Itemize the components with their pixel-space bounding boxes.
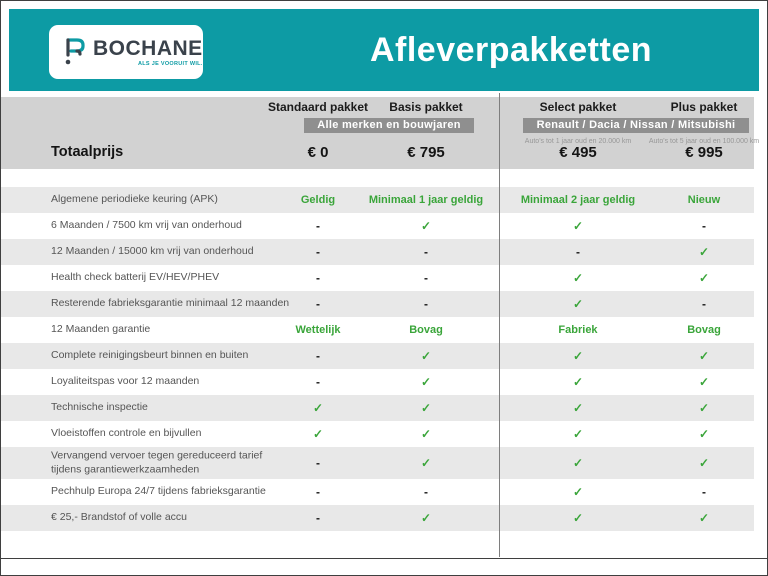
feature-label: 12 Maanden garantie [51,323,151,336]
page-title: Afleverpakketten [369,31,652,69]
feature-label: Resterende fabrieksgarantie minimaal 12 maanden [51,297,290,310]
dash-mark: - [576,245,580,259]
totaalprijs-label: Totaalprijs [51,144,124,160]
logo-name: BOCHANE [93,36,203,60]
dash-mark: - [702,297,706,311]
dash-mark: - [316,245,320,259]
feature-label: Pechhulp Europa 24/7 tijdens fabrieksgarantie [51,485,266,498]
banner-brands: Renault / Dacia / Nissan / Mitsubishi [523,118,749,133]
price-select: € 495 [559,144,597,161]
feature-label: Vloeistoffen controle en bijvullen [51,427,202,440]
dash-mark: - [316,375,320,389]
table-row [1,395,754,421]
check-icon: ✓ [698,427,710,441]
status-text: Bovag [409,324,443,336]
check-icon: ✓ [698,271,710,285]
check-icon: ✓ [572,485,584,499]
check-icon: ✓ [572,297,584,311]
table-row [1,505,754,531]
column-header-plus: Plus pakket [670,100,738,114]
check-icon: ✓ [698,511,710,525]
status-text: Bovag [687,324,721,336]
check-icon: ✓ [698,401,710,415]
table-row [1,479,754,505]
column-header-basis: Basis pakket [389,100,463,114]
check-icon: ✓ [420,427,432,441]
check-icon: ✓ [420,401,432,415]
table-row [1,317,754,343]
column-note-select: Auto's tot 1 jaar oud en 20.000 km [524,138,632,145]
dash-mark: - [316,456,320,470]
table-row [1,187,754,213]
dash-mark: - [316,219,320,233]
check-icon: ✓ [572,349,584,363]
check-icon: ✓ [420,349,432,363]
check-icon: ✓ [698,349,710,363]
dash-mark: - [424,271,428,285]
check-icon: ✓ [572,219,584,233]
check-icon: ✓ [572,456,584,470]
check-icon: ✓ [572,271,584,285]
check-icon: ✓ [698,245,710,259]
check-icon: ✓ [572,401,584,415]
feature-label: Algemene periodieke keuring (APK) [51,193,218,206]
feature-label: Vervangend vervoer tegen gereduceerd tarief tijdens garantiewerkzaamheden [51,449,263,475]
check-icon: ✓ [420,456,432,470]
feature-label: Loyaliteitspas voor 12 maanden [51,375,200,388]
feature-table [1,187,754,531]
column-header-standaard: Standaard pakket [267,100,369,114]
feature-label: Health check batterij EV/HEV/PHEV [51,271,220,284]
price-basis: € 795 [407,144,445,161]
check-icon: ✓ [698,456,710,470]
logo-text [93,38,203,67]
check-icon: ✓ [572,375,584,389]
check-icon: ✓ [420,375,432,389]
group-divider-line [499,93,500,557]
table-row [1,239,754,265]
bochane-logo-icon [59,33,87,71]
status-text: Fabriek [558,324,598,336]
feature-label: 12 Maanden / 15000 km vrij van onderhoud [51,245,254,258]
table-row [1,213,754,239]
dash-mark: - [424,485,428,499]
table-row [1,369,754,395]
check-icon: ✓ [420,219,432,233]
table-row [1,343,754,369]
slide-bottom-border [1,558,767,559]
status-text: Minimaal 1 jaar geldig [368,194,484,206]
header-bar [9,9,759,91]
check-icon: ✓ [698,375,710,389]
check-icon: ✓ [420,511,432,525]
check-icon: ✓ [312,427,324,441]
dash-mark: - [424,245,428,259]
column-note-plus: Auto's tot 5 jaar oud en 100.000 km [648,138,760,145]
check-icon: ✓ [572,511,584,525]
feature-label: € 25,- Brandstof of volle accu [51,511,187,524]
feature-label: 6 Maanden / 7500 km vrij van onderhoud [51,219,242,232]
check-icon: ✓ [572,427,584,441]
status-text: Minimaal 2 jaar geldig [520,194,636,206]
feature-label: Technische inspectie [51,401,148,414]
package-header-block [1,97,760,169]
price-plus: € 995 [685,144,723,161]
table-row [1,421,754,447]
dash-mark: - [424,297,428,311]
status-text: Nieuw [687,194,721,206]
column-header-select: Select pakket [539,100,617,114]
dash-mark: - [316,271,320,285]
dash-mark: - [702,219,706,233]
status-text: Geldig [300,194,336,206]
dash-mark: - [316,297,320,311]
check-icon: ✓ [312,401,324,415]
banner-alle-merken: Alle merken en bouwjaren [304,118,474,133]
dash-mark: - [316,485,320,499]
feature-label: Complete reinigingsbeurt binnen en buiten [51,349,249,362]
table-row [1,291,754,317]
logo-tagline: ALS JE VOORUIT WIL. [137,60,203,67]
table-row [1,265,754,291]
dash-mark: - [702,485,706,499]
dash-mark: - [316,511,320,525]
table-row [1,447,754,479]
bochane-logo [49,25,203,79]
dash-mark: - [316,349,320,363]
status-text: Wettelijk [295,324,341,336]
price-standaard: € 0 [307,144,329,161]
